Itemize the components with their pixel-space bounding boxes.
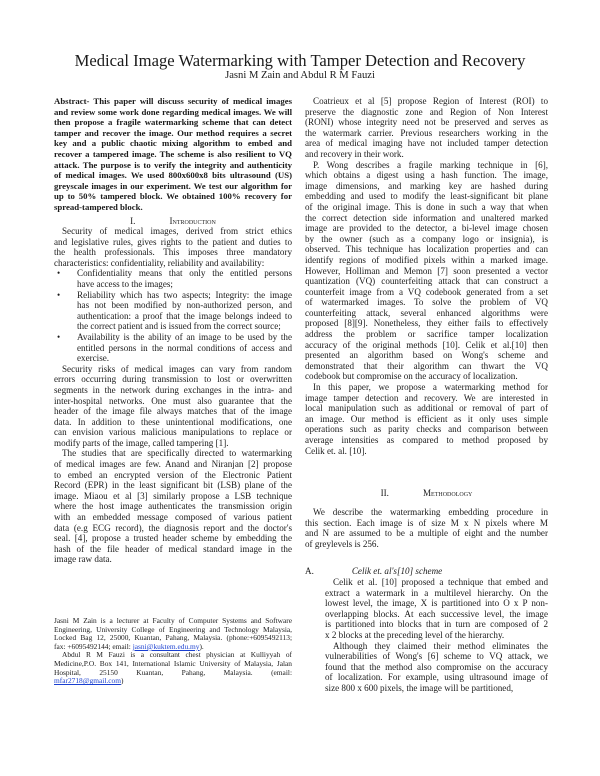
text-line: hash of the file header of medical standard image in the [54, 543, 292, 554]
paper-authors: Jasni M Zain and Abdul R M Fauzi [225, 70, 375, 81]
text-line: authentication: a proof that the image belongs indeed to [77, 310, 292, 321]
text-line: an image. Our method is efficient as it only uses simple [305, 413, 548, 424]
text-line: counterfeit image from a VQ codebook generated from a set [305, 286, 548, 297]
text-line: operations such as parity checks and comparison between [305, 424, 548, 435]
text-line: Reliability which has two aspects; Integrity: the image [77, 289, 292, 300]
text-line: image tamper detection and recovery. We are interested in [305, 392, 548, 403]
paragraph [54, 651, 292, 685]
text-line: average intensities as compared to method proposed by [305, 435, 548, 445]
text-line: Abstract- This paper will discuss security of medical images [54, 96, 292, 106]
text-line: Engineering, University College of Engineering and Technology Malaysia, [54, 624, 292, 634]
text-line: In this paper, we propose a watermarking method for [313, 382, 548, 393]
paragraph [54, 617, 292, 651]
bullet-icon: • [57, 289, 61, 300]
text-line: Security risks of medical images can vary from random [62, 363, 292, 374]
text-line: key and a public chaotic mixing algorithm to embed and [54, 138, 292, 149]
text-line: has not been modified by non-authorized person, and [77, 300, 292, 311]
bullet-icon: • [57, 331, 61, 342]
right-column-body [305, 96, 548, 456]
subsection-a-body [325, 577, 548, 694]
text-line: by the owner (such as a company logo or insignia), is [305, 233, 548, 244]
text-line: to embed an encrypted version of the Electronic Patient [54, 469, 292, 480]
paragraph [54, 448, 292, 565]
text-line: the correct patient and is issued from the correct source; [77, 321, 281, 332]
text-line: Celik et. al. [10]. [305, 445, 367, 456]
section-heading-methodology [305, 488, 548, 498]
text-line: the correct detection side information and unaltered marked [305, 212, 548, 223]
text-line: data. In addition to these unintentional modifications, one [54, 416, 292, 427]
text-span: ). [199, 641, 204, 651]
text-line: We describe the watermarking embedding procedure in [313, 507, 548, 517]
text-line: (RONI) whose integrity need not be preserved and serves as [305, 117, 548, 128]
text-line: image dimensions, and marking key are hashed during [305, 180, 548, 191]
text-line: identify regions of modified pixels within a marked image. [305, 254, 548, 265]
bullet-item [54, 268, 292, 289]
text-line: Locked Bag 12, 25000, Kuantan, Pahang, Malaysia. (phone:+6095492113; [54, 633, 292, 643]
section-label: Introduction [169, 216, 216, 226]
text-line: of greylevels is 256. [305, 538, 379, 549]
text-line: codebook but compromise on the accuracy of localization. [305, 371, 518, 382]
text-line: of medical images are few. Anand and Niranjan [2] propose [54, 459, 292, 470]
email-link[interactable]: mfar2718@gmail.com [54, 676, 121, 686]
text-line: can envision various malicious manipulations to replace or [54, 427, 292, 438]
text-line: Abdul R M Fauzi is a consultant chest physician at Kulliyyah of [62, 650, 292, 660]
text-line: extract a watermark in a multilevel hierarchy. On the [325, 587, 548, 598]
text-line: of the original image. This is done in such a way that when [305, 201, 548, 212]
text-line: accuracy of the original methods [10]. Celik et al.[10] then [305, 339, 548, 350]
text-line: seal. [4], propose a trusted header scheme by embedding the [54, 533, 292, 544]
text-line: proposed [8][9]. Nonetheless, they either fails to effectively [305, 318, 548, 329]
text-line: Hospital, 25150 Kuantan, Pahang, Malaysia. (email: [54, 667, 292, 677]
subsection-heading-a [305, 566, 442, 576]
text-line: entitled persons in the normal conditions of access and [77, 342, 292, 353]
text-line: Availability is the ability of an image to be used by the [77, 331, 292, 342]
paragraph [54, 226, 292, 268]
text-line: header of the image file always matches that of the image [54, 406, 292, 417]
email-link[interactable]: jasni@kuktem.edu.my [132, 641, 200, 651]
paragraph [54, 364, 292, 449]
text-line: and legislative rules, gives rights to the patient and duties to [54, 236, 292, 247]
text-line: Coatrieux et al [5] propose Region of Interest (ROI) to [313, 96, 548, 106]
text-line: characteristics: confidentiality, reliability and availability: [54, 257, 265, 268]
text-line: Although they claimed their method eliminates the [333, 640, 548, 651]
section-number: I. [130, 216, 136, 226]
text-line: and N are assumed to be a multiple of eight and the number [305, 528, 548, 539]
text-line: vulnerabilities of Wong's [6] scheme to VQ attack, we [325, 651, 548, 662]
paragraph [305, 507, 548, 549]
text-line: Medicine,P.O. Box 141, International Islamic University of Malaysia, Jalan [54, 658, 292, 668]
text-span: ) [120, 676, 124, 686]
paragraph [305, 96, 548, 160]
text-line: image. Miaou et al [3] similarly propose a LSB technique [54, 490, 292, 501]
introduction-body [54, 226, 292, 565]
text-line: and review some work done regarding medical images. We will [54, 106, 292, 117]
methodology-body [305, 507, 548, 549]
text-line: P. Wong describes a fragile marking technique in [6], [313, 159, 548, 170]
text-line: However, Holliman and Memon [7] soon presented a vector [305, 265, 548, 276]
text-line: area of medical imaging have not included tamper detection [305, 138, 548, 149]
text-line: Jasni M Zain is a lecturer at Faculty of Computer Systems and Software [54, 616, 292, 625]
text-line: Security of medical images, derived from strict ethics [62, 226, 292, 236]
text-line: modify parts of the image, called tampering [1]. [54, 437, 229, 448]
text-line: exercise. [77, 353, 110, 364]
text-line: observed. This technique has localization properties and can [305, 244, 548, 255]
text-line: of localization. For example, using ultrasound image of [325, 672, 548, 683]
text-line: which obtains a digest using a hash function. The image, [305, 170, 548, 181]
paragraph [305, 160, 548, 382]
text-line: with an embedded message composed of various patient [54, 512, 292, 523]
text-line: lowest level, the image, X is partitioned into O x P non- [325, 598, 548, 609]
text-line: quantization (VQ) counterfeiting attack that can construct a [305, 276, 548, 287]
text-span: fax: +6095492144; email: [54, 641, 133, 651]
text-line: attack. The purpose is to verify the integrity and authenticity [54, 159, 292, 170]
text-line: of medical images. We used 800x600x8 bits ultrasound (US) [54, 170, 292, 181]
text-line: of watermarked images. To solve the problem of VQ [305, 297, 548, 308]
text-line: Confidentiality means that only the entitled persons [77, 268, 292, 279]
paragraph [325, 577, 548, 641]
text-line: where the host image authenticates the transmission origin [54, 501, 292, 512]
text-line: embedding and used to modify the least-significant bit plane [305, 191, 548, 202]
bullet-item [54, 290, 292, 332]
paragraph [54, 96, 292, 213]
bullet-item [54, 332, 292, 364]
text-line: inter-hospital networks. One must also guarantee that the [54, 395, 292, 406]
text-line: overlapping blocks. At each successive level, the image [325, 608, 548, 619]
text-line: image raw data. [54, 554, 112, 565]
text-line: counterfeiting attack, several enhanced algorithms were [305, 307, 548, 318]
text-line: demonstrated that their algorithm can thwart the VQ [305, 360, 548, 371]
text-line: the health professionals. This imposes three mandatory [54, 247, 292, 258]
text-line: the watermark carrier. Previous researchers working in the [305, 127, 548, 138]
text-line: Record (EPR) in the least significant bit (LSB) plane of the [54, 480, 292, 491]
text-line: segments in the network during exchanges in the intra- and [54, 384, 292, 395]
paper-title: Medical Image Watermarking with Tamper Detection and Recovery [74, 51, 526, 70]
text-line: tamper and recover the image. Our method requires a secret [54, 127, 292, 138]
section-number: II. [380, 488, 389, 498]
text-line: Celik et al. [10] proposed a technique that embed and [333, 577, 548, 587]
text-line: image are provided to the detector, a bi-level image chosen [305, 223, 548, 234]
text-line: recover a tampered image. The scheme is also resilient to VQ [54, 148, 292, 159]
paragraph [325, 641, 548, 694]
text-line: errors occurring during transmission to lost or overwritten [54, 374, 292, 385]
text-line: size 800 x 600 pixels, the image will be partitioned, [325, 682, 514, 693]
text-line: local manipulation such as additional or removal of part of [305, 403, 548, 414]
text-line: found that the method also compromise on the accuracy [325, 661, 548, 672]
text-line: this section. Each image is of size M x N pixels where M [305, 517, 548, 528]
subsection-number: A. [305, 566, 314, 576]
text-line: The studies that are specifically directed to watermarking [62, 448, 292, 459]
text-line: have access to the images; [77, 278, 173, 289]
author-footnote [54, 617, 292, 686]
subsection-label: Celik et. al's[10] scheme [351, 566, 443, 576]
paragraph [305, 382, 548, 456]
section-label: Methodology [422, 488, 473, 498]
section-heading-introduction [54, 216, 292, 226]
text-line: and recovery in their work. [305, 148, 404, 159]
text-line: spread-tampered block. [54, 201, 143, 212]
bullet-icon: • [57, 268, 61, 279]
text-line: up to 50% tampered block. We obtained 100% recovery for [54, 191, 292, 202]
text-line: address the problem or sacrifice tamper localization [305, 329, 548, 340]
text-line: greyscale images in our experiment. We test our algorithm for [54, 180, 292, 191]
abstract [54, 96, 292, 213]
text-line [54, 677, 292, 686]
text-line: is partitioned into blocks that in turn are composed of 2 [325, 619, 548, 630]
text-line: presented an algorithm based on Wong's scheme and [305, 350, 548, 361]
text-line: preserve the diagnostic zone and Region of Non Interest [305, 106, 548, 117]
text-line: x 2 blocks at the preceding level of the hierarchy. [325, 629, 505, 640]
text-line: then propose a fragile watermarking scheme that can detect [54, 117, 292, 128]
text-line: data (e.g ECG record), the diagnosis report and the doctor's [54, 522, 292, 533]
